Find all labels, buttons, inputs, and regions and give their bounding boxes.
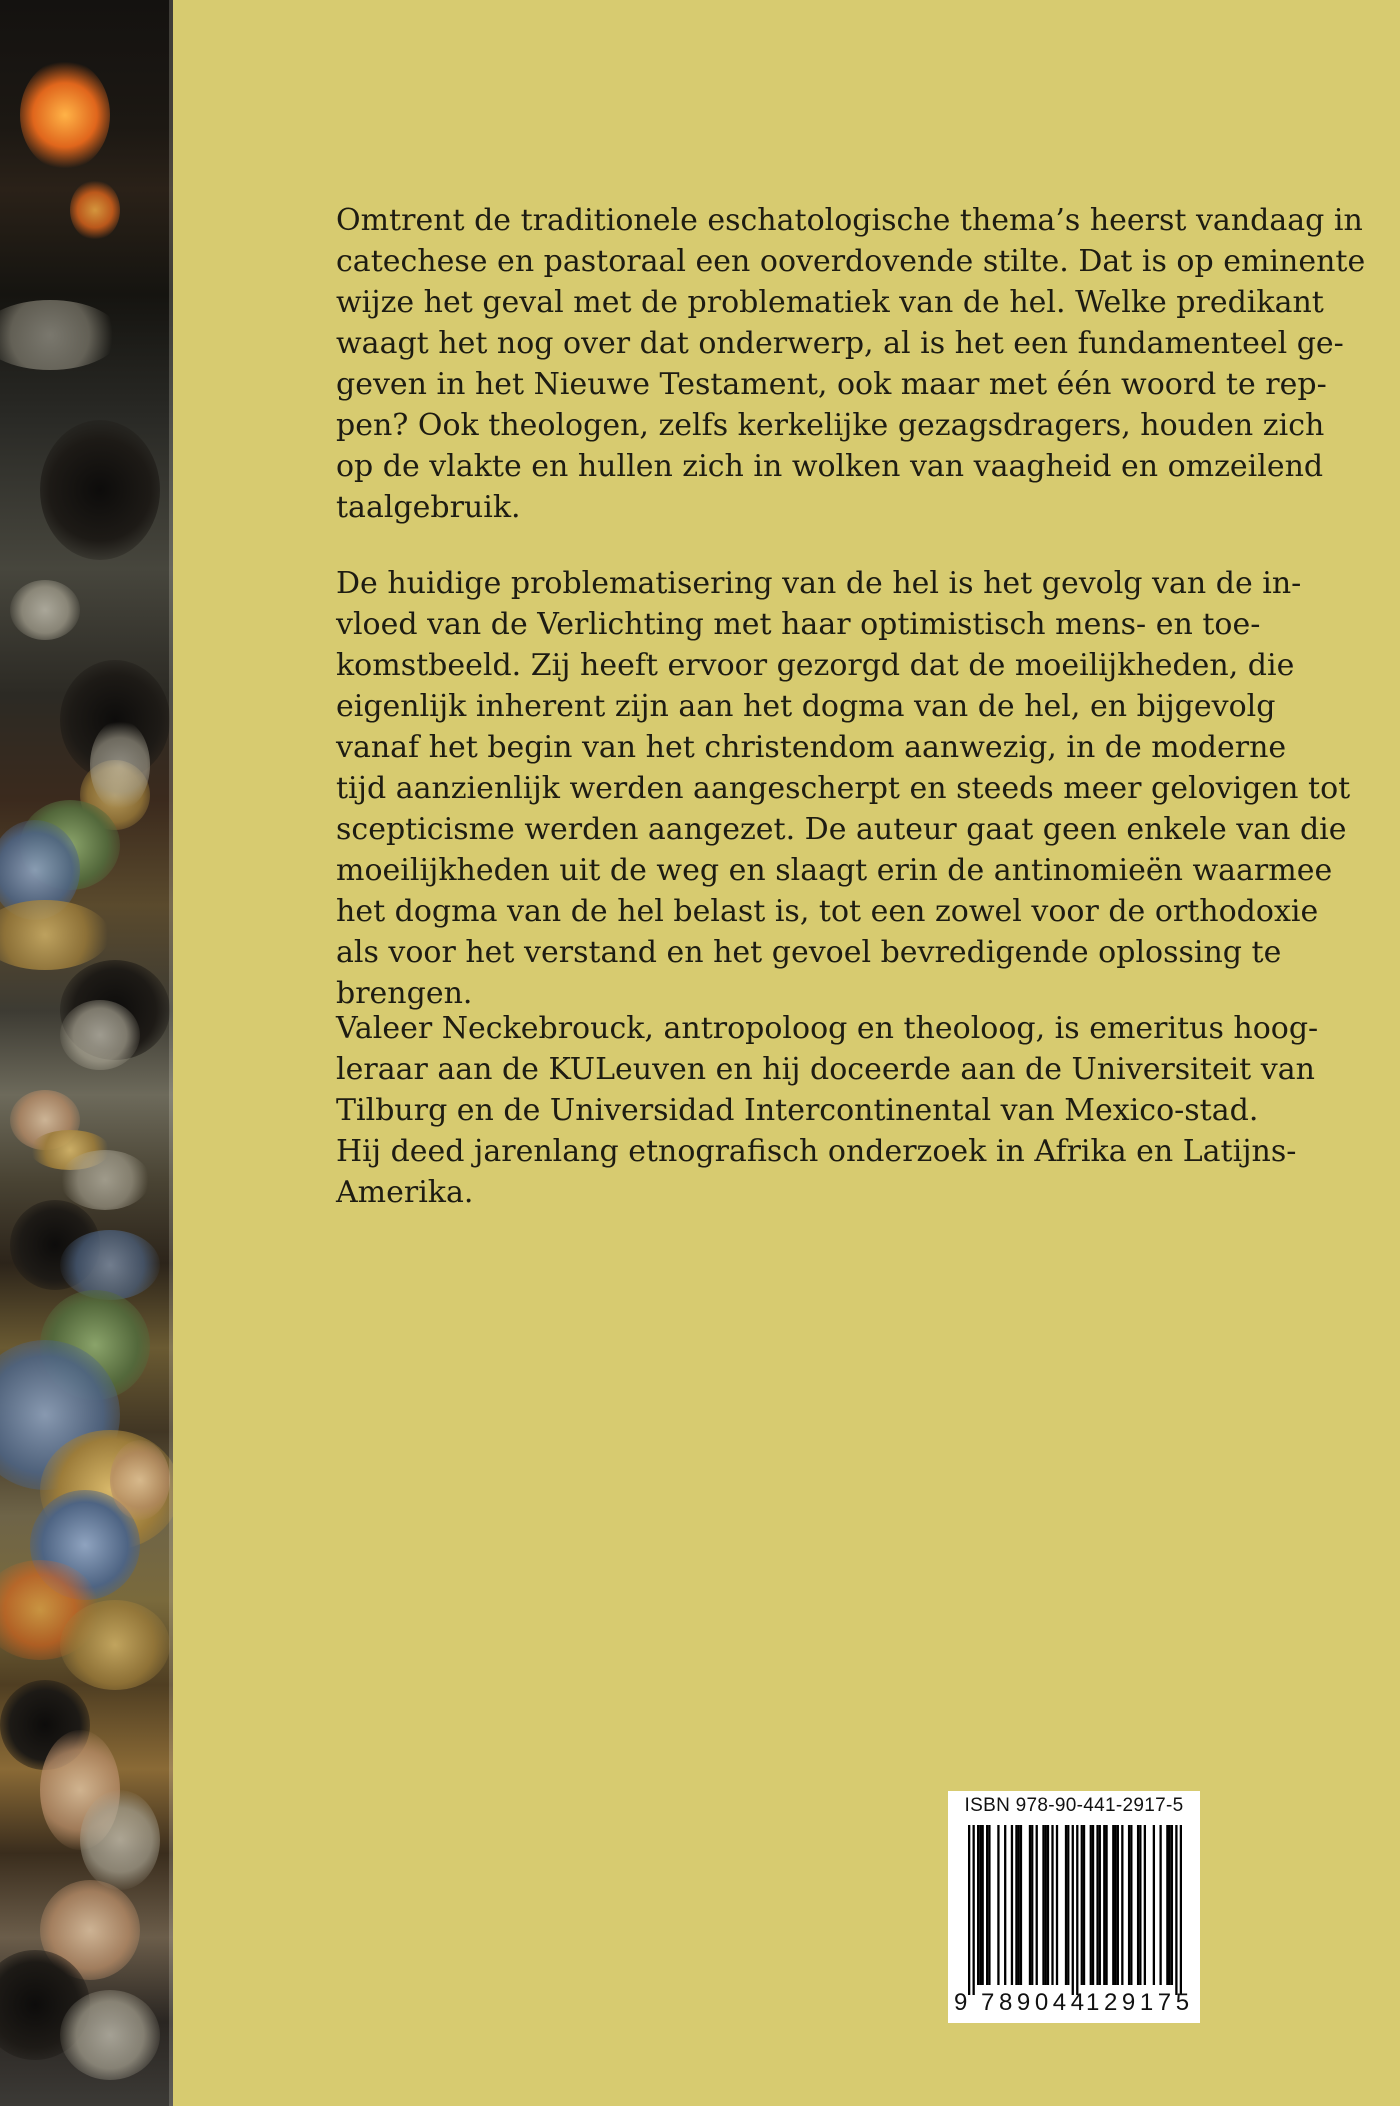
text-line: moeilijkheden uit de weg en slaagt erin de antinomieën waarmee xyxy=(336,853,1333,888)
barcode-bar xyxy=(1042,1825,1044,1985)
barcode-bar xyxy=(988,1825,990,1985)
text-line: catechese en pastoraal een ooverdovende stilte. Dat is op eminente xyxy=(336,244,1366,279)
isbn-barcode xyxy=(948,1791,1200,2023)
text-line: het dogma van de hel belast is, tot een zowel voor de orthodoxie xyxy=(336,894,1319,929)
text-line: scepticisme werden aangezet. De auteur gaat geen enkele van die xyxy=(336,812,1347,847)
barcode-bar xyxy=(1004,1825,1006,1985)
barcode-bar xyxy=(1130,1825,1132,1985)
text-line: taalgebruik. xyxy=(336,490,521,525)
barcode-bar xyxy=(1144,1825,1146,1985)
text-line: als voor het verstand en het gevoel bevredigende oplossing te xyxy=(336,935,1282,970)
barcode-bar xyxy=(1117,1825,1119,1985)
barcode-bar xyxy=(1011,1825,1013,1985)
text-line: Tilburg en de Universidad Intercontinental van Mexico-stad. xyxy=(336,1093,1259,1128)
barcode-bar xyxy=(986,1825,988,1985)
text-line: waagt het nog over dat onderwerp, al is het een fundamenteel ge- xyxy=(336,326,1344,361)
barcode-bar xyxy=(1076,1825,1078,1995)
barcode-bar xyxy=(1031,1825,1033,1985)
barcode-bar xyxy=(1139,1825,1141,1985)
barcode-bar xyxy=(977,1825,979,1985)
barcode-bar xyxy=(1036,1825,1038,1985)
ean-first-digit: 9 xyxy=(954,1989,968,2016)
barcode-bar xyxy=(1047,1825,1049,1985)
text-line: pen? Ook theologen, zelfs kerkelijke gezagsdragers, houden zich xyxy=(336,408,1325,443)
barcode-bar xyxy=(1090,1825,1092,1985)
barcode-bar xyxy=(982,1825,984,1985)
barcode-bar xyxy=(1105,1825,1107,1985)
ean-right-group: 129175 xyxy=(1086,1989,1194,2016)
text-line: Omtrent de traditionele eschatologische thema’s heerst vandaag in xyxy=(336,203,1363,238)
ean-left-group: 789044 xyxy=(981,1989,1089,2016)
text-line: Hij deed jarenlang etnografisch onderzoek in Afrika en Latijns- xyxy=(336,1134,1297,1169)
barcode-bar xyxy=(1168,1825,1170,1985)
text-line: op de vlakte en hullen zich in wolken van vaagheid en omzeilend xyxy=(336,449,1324,484)
isbn-label: ISBN 978-90-441-2917-5 xyxy=(964,1795,1184,1816)
barcode-bar xyxy=(1045,1825,1047,1985)
blurb-paragraph-1 xyxy=(336,200,1366,528)
barcode-bar xyxy=(1099,1825,1101,1985)
author-bio xyxy=(336,1008,1319,1213)
barcode-bar xyxy=(1128,1825,1130,1985)
barcode-bars-icon xyxy=(968,1825,1182,1995)
barcode-bar xyxy=(979,1825,981,1985)
barcode-bar xyxy=(968,1825,970,1995)
barcode-bar xyxy=(1072,1825,1074,1995)
spine-edge xyxy=(169,0,173,2106)
barcode-bar xyxy=(1092,1825,1094,1985)
barcode-bar xyxy=(1065,1825,1067,1985)
barcode-bar xyxy=(1114,1825,1116,1985)
barcode-bar xyxy=(1175,1825,1177,1995)
barcode-bar xyxy=(1171,1825,1173,1985)
text-line: Valeer Neckebrouck, antropoloog en theoloog, is emeritus hoog- xyxy=(336,1011,1319,1046)
barcode-bar xyxy=(1083,1825,1085,1985)
text-line: De huidige problematisering van de hel is het gevolg van de in- xyxy=(336,566,1302,601)
text-line: wijze het geval met de problematiek van de hel. Welke predikant xyxy=(336,285,1324,320)
barcode-bar xyxy=(1029,1825,1031,1985)
barcode-bar xyxy=(1180,1825,1182,1995)
text-line: geven in het Nieuwe Testament, ook maar met één woord te rep- xyxy=(336,367,1327,402)
text-line: vanaf het begin van het christendom aanwezig, in de moderne xyxy=(336,730,1287,765)
barcode-bar xyxy=(1015,1825,1017,1985)
barcode-bar xyxy=(997,1825,999,1985)
barcode-bar xyxy=(1020,1825,1022,1985)
text-line: tijd aanzienlijk werden aangescherpt en steeds meer gelovigen tot xyxy=(336,771,1351,806)
barcode-bar xyxy=(1121,1825,1123,1985)
text-line: brengen. xyxy=(336,976,473,1011)
painting-strip-icon xyxy=(0,0,173,2106)
text-line: eigenlijk inherent zijn aan het dogma van de hel, en bijgevolg xyxy=(336,689,1276,724)
text-line: vloed van de Verlichting met haar optimistisch mens- en toe- xyxy=(336,607,1261,642)
barcode-bar xyxy=(973,1825,975,1995)
barcode-bar xyxy=(1103,1825,1105,1985)
text-line: Amerika. xyxy=(336,1175,474,1210)
barcode-bar xyxy=(1056,1825,1058,1985)
barcode-bar xyxy=(1137,1825,1139,1985)
text-line: leraar aan de KULeuven en hij doceerde aan de Universiteit van xyxy=(336,1052,1315,1087)
barcode-bar xyxy=(1153,1825,1155,1985)
text-line: komstbeeld. Zij heeft ervoor gezorgd dat de moeilijkheden, die xyxy=(336,648,1295,683)
barcode-bar xyxy=(1067,1825,1069,1985)
barcode-bar xyxy=(1051,1825,1053,1985)
barcode-bar xyxy=(1112,1825,1114,1985)
blurb-paragraph-2 xyxy=(336,563,1351,1014)
barcode-bar xyxy=(1096,1825,1098,1985)
barcode-bar xyxy=(1159,1825,1161,1985)
barcode-bar xyxy=(1081,1825,1083,1985)
barcode-bar xyxy=(1018,1825,1020,1985)
barcode-bar xyxy=(1166,1825,1168,1985)
